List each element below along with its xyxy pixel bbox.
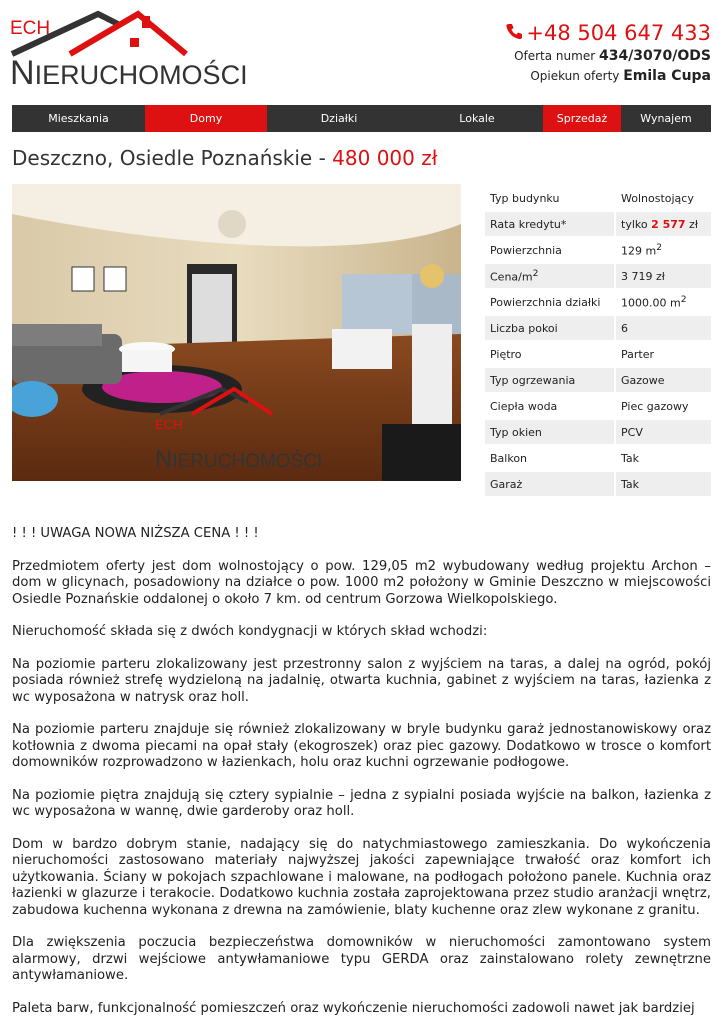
offer-agent: Opiekun oferty Emila Cupa <box>530 68 711 84</box>
spec-row: Ciepła woda Piec gazowy <box>485 394 711 418</box>
spec-row: Typ budynku Wolnostojący <box>485 186 711 210</box>
spec-row: Typ okien PCV <box>485 420 711 444</box>
nav-dzialki[interactable]: Działki <box>320 112 358 125</box>
price: 480 000 zł <box>332 146 438 170</box>
spec-row: Cena/$m^2$ 3 719 zł <box>485 264 711 288</box>
spec-row: Balkon Tak <box>485 446 711 470</box>
living-room-image <box>12 184 461 481</box>
description-paragraph: ! ! ! UWAGA NOWA NIŻSZA CENA ! ! ! <box>12 526 259 541</box>
offer-number: Oferta numer 434/3070/ODS <box>514 48 711 64</box>
nav-sprzedaz[interactable]: Sprzedaż <box>543 105 621 132</box>
description-paragraph: Dom w bardzo dobrym stanie, nadający się do natychmiastowego zamieszkania. Do wykończenia nieruchomości zastosowano materiały najwyższej jakości zapewniające trwałość oraz komfort ich użytkowania. Ściany w pokojach szpachlowane i malowane, na podłogach położono panele. Kuchnia oraz łazienki w glazurze i terakocie. Dodatkowo kuchnia została zaprojektowana przez studio aranżacji wnętrz, zabudowa kuchenna wykonana z drewna na zamówienie, blaty kuchenne oraz zlew wykonane z granitu. <box>12 836 711 918</box>
main-nav <box>12 105 711 132</box>
description-paragraph: Paleta barw, funkcjonalność pomieszczeń oraz wykończenie nieruchomości zadowoli nawet jak bardziej <box>12 1000 695 1016</box>
property-specs-table <box>485 184 711 498</box>
description-paragraph: Na poziomie parteru zlokalizowany jest przestronny salon z wyjściem na taras, a dalej na ogród, pokój posiada również strefę wydzieloną na jadalnię, otwarta kuchnia, gabinet z wyjściem na taras, łazienka z wc wyposażona w natrysk oraz holl. <box>12 656 711 705</box>
phone-number[interactable]: +48 504 647 433 <box>506 20 711 46</box>
spec-row: Garaż Tak <box>485 472 711 496</box>
spec-row: Powierzchnia działki 1000.00 $m^2$ <box>485 290 711 314</box>
photo-watermark-name: NIERUCHOMOŚCI <box>155 446 323 473</box>
nav-domy[interactable]: Domy <box>145 105 267 132</box>
description-paragraph: Przedmiotem oferty jest dom wolnostojący o pow. 129,05 m2 wybudowany według projektu Archon – dom w glicynach, posadowiony na działce o pow. 1000 m2 położony w Gminie Deszczno w miejscowości Osiedle Poznańskie oddalonej o około 7 km. od centrum Gorzowa Wielkopolskiego. <box>12 558 711 607</box>
nav-lokale[interactable]: Lokale <box>459 112 495 125</box>
phone-icon <box>506 20 522 46</box>
contact-block <box>506 20 711 86</box>
nav-mieszkania[interactable]: Mieszkania <box>48 112 109 125</box>
logo-ech: ECH <box>10 18 51 39</box>
description-paragraph: Nieruchomość składa się z dwóch kondygnacji w których skład wchodzi: <box>12 624 488 639</box>
description-paragraph: Dla zwiększenia poczucia bezpieczeństwa domowników w nieruchomości zamontowano system alarmowy, drzwi wejściowe antywłamaniowe typu GERDA oraz zainstalowano rolety zewnętrzne antywłamaniowe. <box>12 935 711 983</box>
logo-name: NIERUCHOMOŚCI <box>10 54 248 92</box>
spec-row: Liczba pokoi 6 <box>485 316 711 340</box>
description-paragraph: Na poziomie parteru znajduje się również zlokalizowany w bryle budynku garaż jednostanowiskowy oraz kotłownia z dwoma piecami na opał stały (ekogroszek) oraz piec gazowy. Dodatkowo w trosce o komfort domowników rozprowadzono w łazienkach, holu oraz kuchni ogrzewanie podłogowe. <box>12 722 711 770</box>
spec-row: Piętro Parter <box>485 342 711 366</box>
header <box>0 0 724 100</box>
property-photo[interactable] <box>12 184 461 481</box>
spec-row: Rata kredytu* tylko 2 577 zł <box>485 212 711 236</box>
nav-wynajem[interactable]: Wynajem <box>640 112 692 125</box>
spec-row: Typ ogrzewania Gazowe <box>485 368 711 392</box>
description-paragraph: Na poziomie piętra znajdują się cztery sypialnie – jedna z sypialni posiada wyjście na balkon, łazienka z wc wyposażona w wannę, dwie garderoby oraz holl. <box>12 787 711 819</box>
site-logo[interactable] <box>10 8 248 92</box>
photo-watermark: ECH <box>155 417 183 432</box>
property-description <box>12 526 711 1033</box>
spec-row: Powierzchnia 129 $m^2$ <box>485 238 711 262</box>
page-title: Deszczno, Osiedle Poznańskie - 480 000 zł <box>12 146 438 170</box>
